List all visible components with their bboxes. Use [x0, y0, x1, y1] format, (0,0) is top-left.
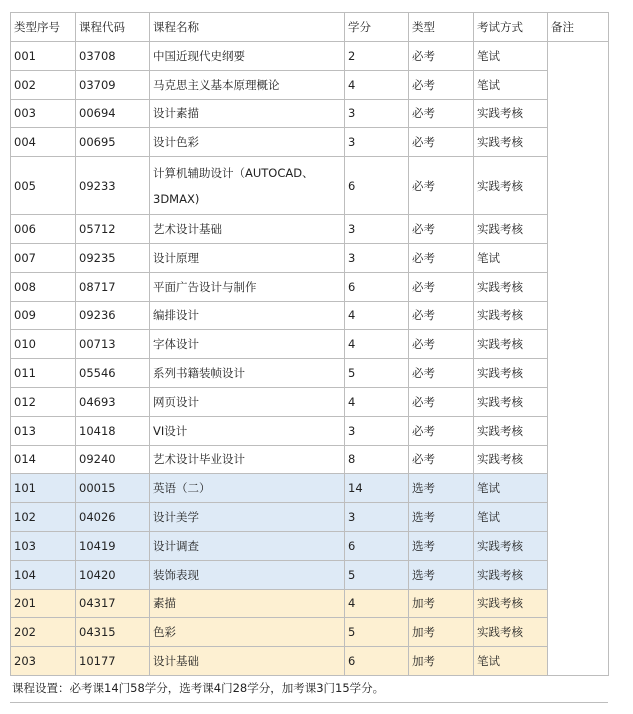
cell-code: 08717	[76, 272, 150, 301]
cell-credit: 6	[345, 647, 409, 676]
table-row	[11, 215, 609, 244]
cell-name: 艺术设计基础	[150, 215, 345, 244]
cell-seq: 002	[11, 70, 76, 99]
cell-name: 英语（二）	[150, 474, 345, 503]
cell-code: 03709	[76, 70, 150, 99]
cell-exam: 实践考核	[474, 330, 548, 359]
cell-exam: 实践考核	[474, 215, 548, 244]
cell-type: 必考	[409, 128, 474, 157]
cell-type: 必考	[409, 243, 474, 272]
cell-seq: 103	[11, 531, 76, 560]
cell-credit: 4	[345, 387, 409, 416]
cell-type: 加考	[409, 589, 474, 618]
cell-seq: 104	[11, 560, 76, 589]
cell-type: 必考	[409, 42, 474, 71]
cell-name: 系列书籍装帧设计	[150, 359, 345, 388]
cell-credit: 4	[345, 70, 409, 99]
table-row	[11, 560, 609, 589]
table-row	[11, 157, 609, 215]
cell-name: 字体设计	[150, 330, 345, 359]
cell-name: 设计调查	[150, 531, 345, 560]
cell-exam: 实践考核	[474, 99, 548, 128]
cell-seq: 101	[11, 474, 76, 503]
cell-type: 必考	[409, 330, 474, 359]
cell-code: 09236	[76, 301, 150, 330]
table-row	[11, 503, 609, 532]
cell-code: 00015	[76, 474, 150, 503]
cell-seq: 004	[11, 128, 76, 157]
cell-code: 05712	[76, 215, 150, 244]
cell-exam: 实践考核	[474, 531, 548, 560]
cell-type: 必考	[409, 301, 474, 330]
cell-seq: 006	[11, 215, 76, 244]
cell-credit: 3	[345, 128, 409, 157]
cell-code: 10177	[76, 647, 150, 676]
cell-credit: 3	[345, 99, 409, 128]
table-row	[11, 42, 609, 71]
cell-type: 必考	[409, 215, 474, 244]
header-seq: 类型序号	[11, 13, 76, 42]
cell-code: 04026	[76, 503, 150, 532]
cell-name: 设计素描	[150, 99, 345, 128]
cell-name: 设计原理	[150, 243, 345, 272]
cell-code: 10418	[76, 416, 150, 445]
cell-type: 必考	[409, 157, 474, 215]
cell-name: 装饰表现	[150, 560, 345, 589]
cell-seq: 102	[11, 503, 76, 532]
cell-exam: 实践考核	[474, 560, 548, 589]
cell-type: 选考	[409, 560, 474, 589]
cell-exam: 笔试	[474, 70, 548, 99]
cell-name: 平面广告设计与制作	[150, 272, 345, 301]
cell-type: 选考	[409, 474, 474, 503]
table-row	[11, 531, 609, 560]
cell-type: 必考	[409, 387, 474, 416]
cell-credit: 4	[345, 330, 409, 359]
cell-seq: 005	[11, 157, 76, 215]
cell-name: 色彩	[150, 618, 345, 647]
cell-credit: 5	[345, 560, 409, 589]
cell-type: 加考	[409, 647, 474, 676]
cell-code: 09235	[76, 243, 150, 272]
table-row	[11, 272, 609, 301]
cell-credit: 3	[345, 215, 409, 244]
cell-name: 设计基础	[150, 647, 345, 676]
cell-code: 04693	[76, 387, 150, 416]
cell-code: 04315	[76, 618, 150, 647]
cell-code: 04317	[76, 589, 150, 618]
table-row	[11, 618, 609, 647]
cell-credit: 6	[345, 272, 409, 301]
cell-name: 计算机辅助设计（AUTOCAD、3DMAX)	[150, 157, 345, 215]
cell-exam: 实践考核	[474, 272, 548, 301]
cell-exam: 实践考核	[474, 618, 548, 647]
cell-code: 09233	[76, 157, 150, 215]
cell-type: 选考	[409, 531, 474, 560]
cell-exam: 实践考核	[474, 387, 548, 416]
cell-type: 必考	[409, 445, 474, 474]
cell-code: 03708	[76, 42, 150, 71]
cell-credit: 3	[345, 243, 409, 272]
cell-exam: 实践考核	[474, 589, 548, 618]
header-type: 类型	[409, 13, 474, 42]
header-note: 备注	[548, 13, 609, 42]
table-row	[11, 330, 609, 359]
cell-seq: 013	[11, 416, 76, 445]
course-setting-summary: 课程设置：必考课14门58学分，选考课4门28学分，加考课3门15学分。	[10, 674, 608, 703]
cell-seq: 007	[11, 243, 76, 272]
table-header-row	[11, 13, 609, 42]
cell-credit: 5	[345, 359, 409, 388]
table-row	[11, 99, 609, 128]
cell-name: VI设计	[150, 416, 345, 445]
cell-seq: 011	[11, 359, 76, 388]
cell-code: 00694	[76, 99, 150, 128]
cell-seq: 003	[11, 99, 76, 128]
cell-name: 编排设计	[150, 301, 345, 330]
cell-exam: 实践考核	[474, 445, 548, 474]
header-name: 课程名称	[150, 13, 345, 42]
cell-type: 必考	[409, 70, 474, 99]
cell-type: 加考	[409, 618, 474, 647]
table-row	[11, 70, 609, 99]
cell-exam: 笔试	[474, 503, 548, 532]
cell-code: 00695	[76, 128, 150, 157]
course-table	[10, 12, 609, 676]
cell-credit: 8	[345, 445, 409, 474]
header-credit: 学分	[345, 13, 409, 42]
table-row	[11, 589, 609, 618]
table-row	[11, 387, 609, 416]
cell-name: 网页设计	[150, 387, 345, 416]
cell-exam: 笔试	[474, 647, 548, 676]
cell-type: 必考	[409, 99, 474, 128]
cell-exam: 实践考核	[474, 301, 548, 330]
cell-seq: 014	[11, 445, 76, 474]
cell-credit: 4	[345, 301, 409, 330]
cell-name: 中国近现代史纲要	[150, 42, 345, 71]
cell-credit: 3	[345, 416, 409, 445]
cell-exam: 实践考核	[474, 157, 548, 215]
table-row	[11, 359, 609, 388]
cell-exam: 实践考核	[474, 128, 548, 157]
cell-exam: 实践考核	[474, 359, 548, 388]
cell-type: 必考	[409, 359, 474, 388]
cell-seq: 203	[11, 647, 76, 676]
cell-exam: 笔试	[474, 42, 548, 71]
cell-code: 00713	[76, 330, 150, 359]
cell-exam: 笔试	[474, 243, 548, 272]
cell-code: 10419	[76, 531, 150, 560]
cell-seq: 008	[11, 272, 76, 301]
table-row	[11, 416, 609, 445]
table-row	[11, 474, 609, 503]
cell-seq: 202	[11, 618, 76, 647]
cell-credit: 4	[345, 589, 409, 618]
cell-credit: 14	[345, 474, 409, 503]
cell-credit: 6	[345, 157, 409, 215]
header-exam: 考试方式	[474, 13, 548, 42]
table-row	[11, 243, 609, 272]
cell-name: 素描	[150, 589, 345, 618]
table-body	[11, 42, 609, 676]
cell-credit: 2	[345, 42, 409, 71]
cell-credit: 5	[345, 618, 409, 647]
cell-code: 05546	[76, 359, 150, 388]
cell-code: 10420	[76, 560, 150, 589]
cell-seq: 012	[11, 387, 76, 416]
cell-seq: 010	[11, 330, 76, 359]
cell-credit: 6	[345, 531, 409, 560]
cell-name: 设计色彩	[150, 128, 345, 157]
cell-name: 设计美学	[150, 503, 345, 532]
table-row	[11, 445, 609, 474]
cell-code: 09240	[76, 445, 150, 474]
table-row	[11, 128, 609, 157]
cell-type: 必考	[409, 272, 474, 301]
cell-credit: 3	[345, 503, 409, 532]
header-code: 课程代码	[76, 13, 150, 42]
cell-note	[548, 42, 609, 676]
cell-name: 马克思主义基本原理概论	[150, 70, 345, 99]
cell-seq: 009	[11, 301, 76, 330]
cell-exam: 实践考核	[474, 416, 548, 445]
cell-type: 必考	[409, 416, 474, 445]
cell-exam: 笔试	[474, 474, 548, 503]
table-row	[11, 647, 609, 676]
cell-name: 艺术设计毕业设计	[150, 445, 345, 474]
cell-seq: 201	[11, 589, 76, 618]
table-row	[11, 301, 609, 330]
cell-seq: 001	[11, 42, 76, 71]
cell-type: 选考	[409, 503, 474, 532]
